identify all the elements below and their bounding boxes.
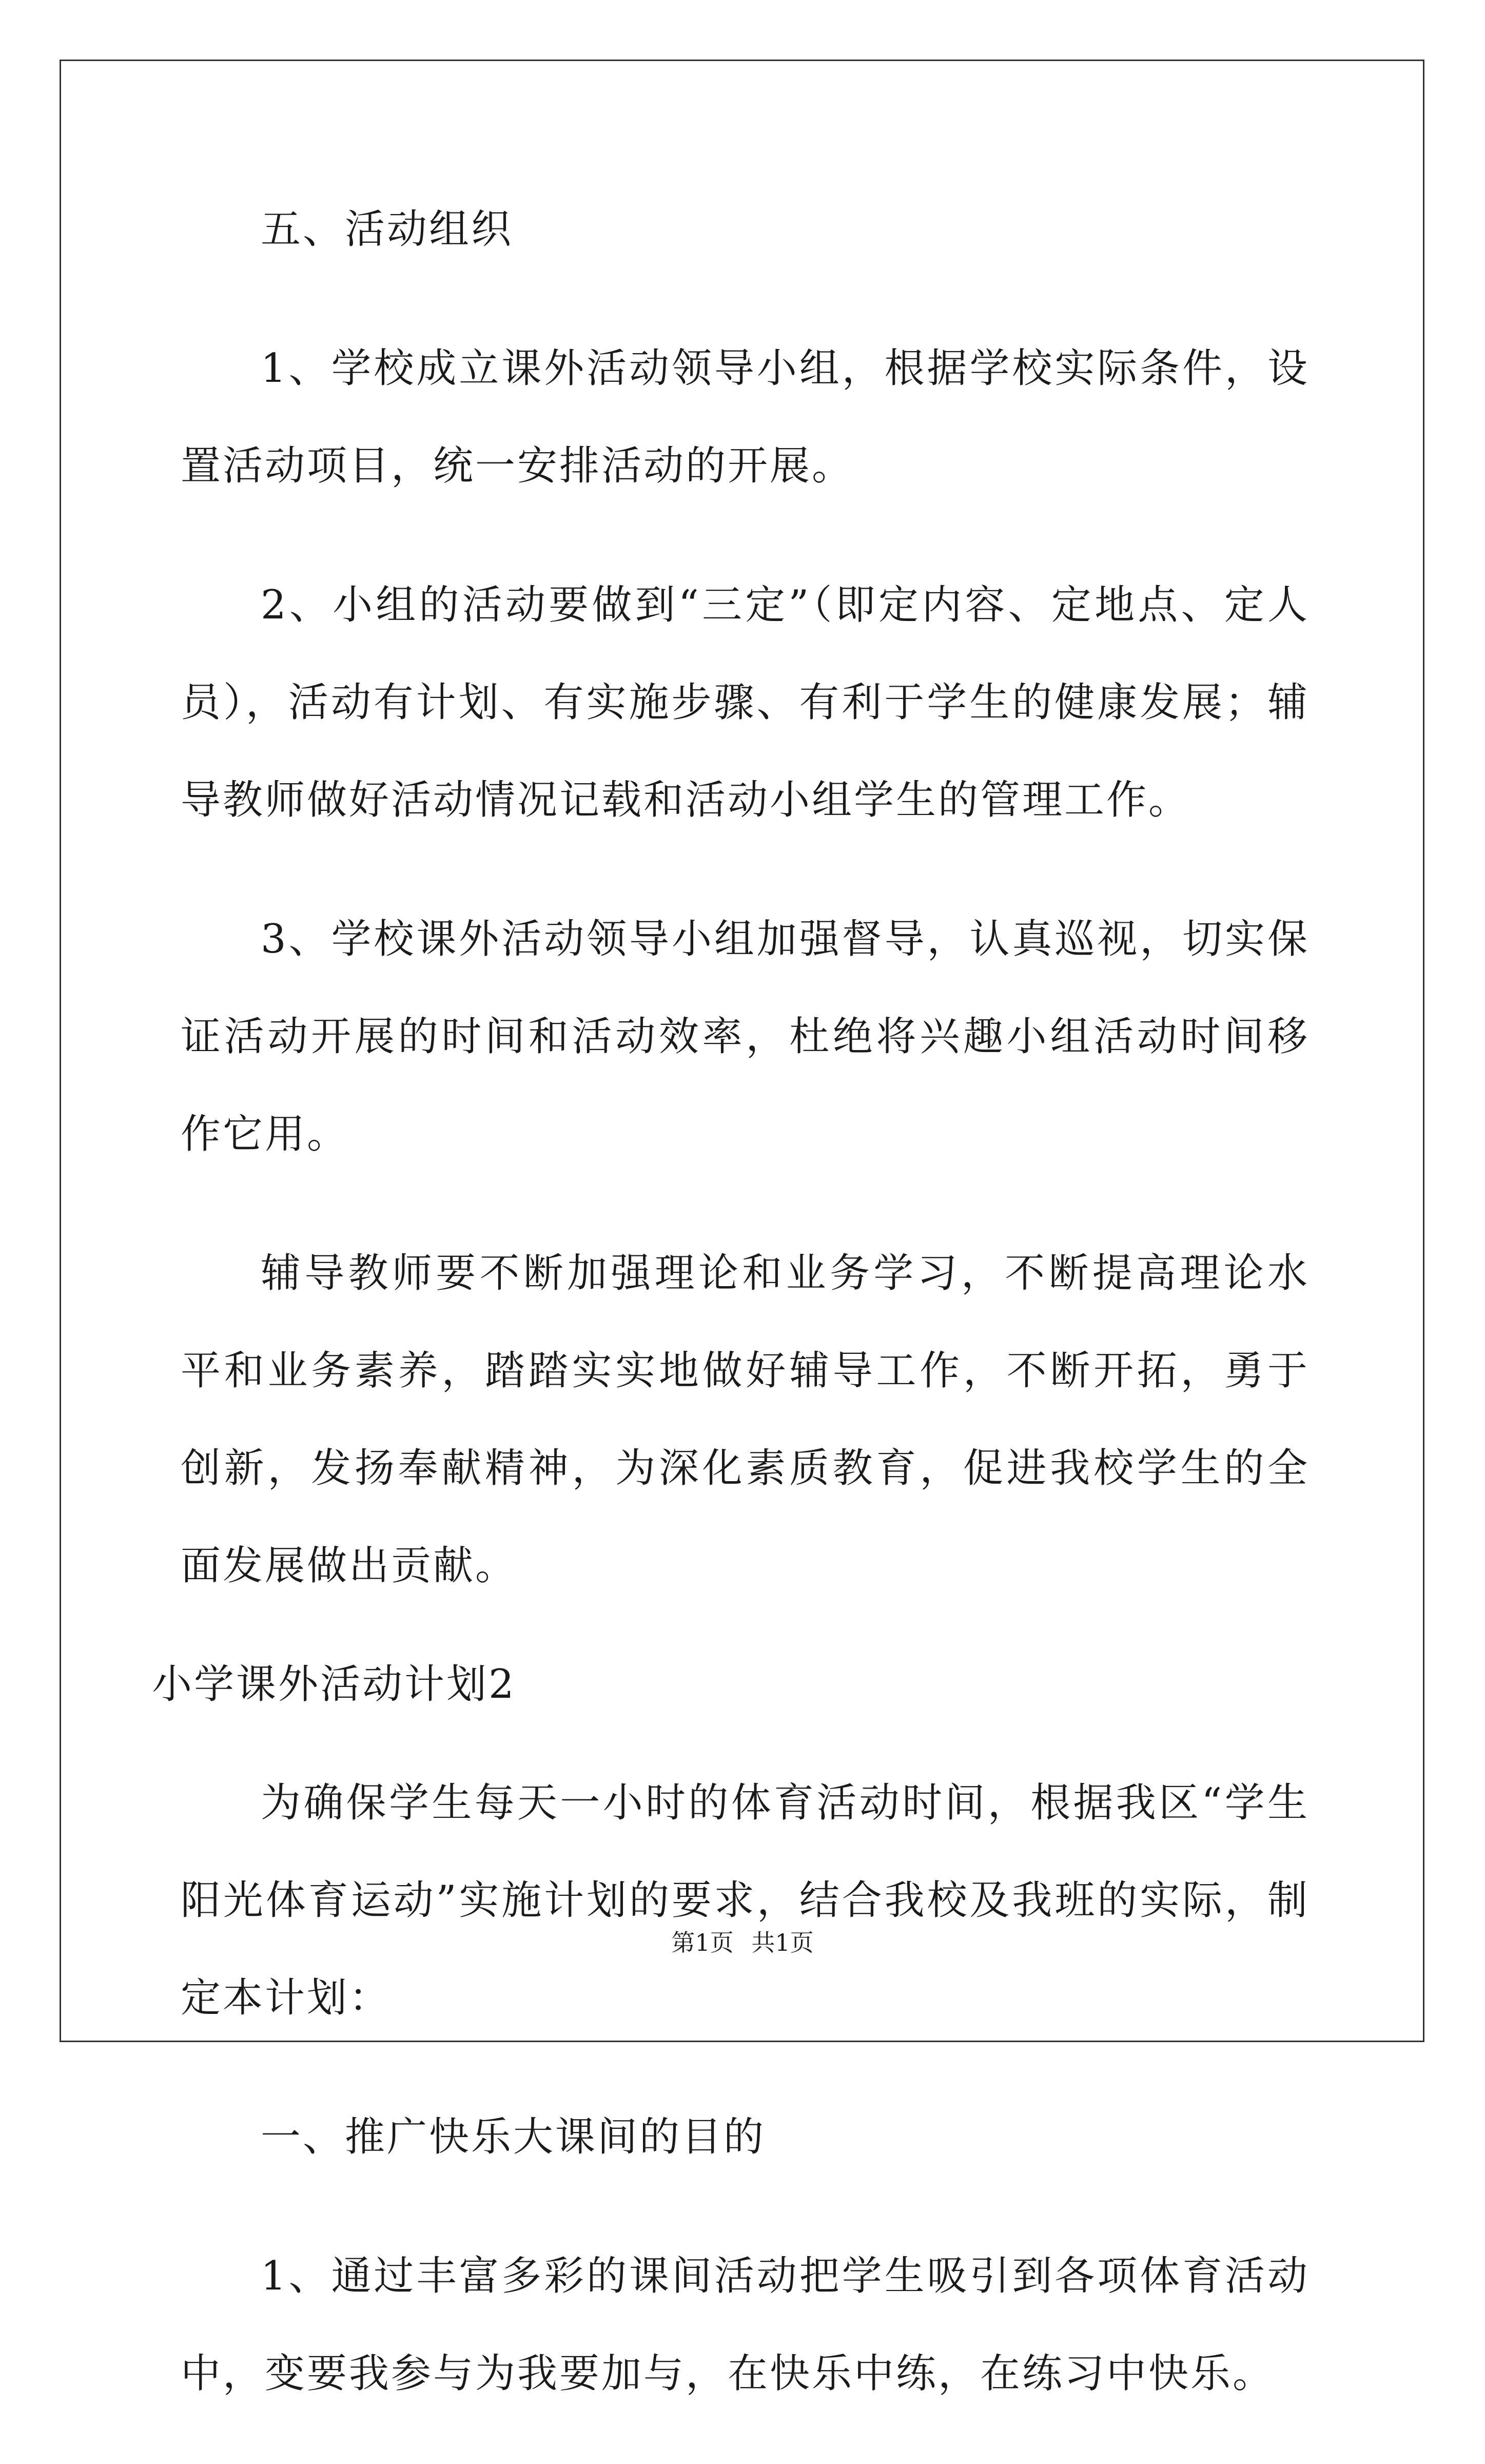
paragraph-2: 2、小组的活动要做到“三定”（即定内容、定地点、定人员），活动有计划、有实施步骤、有利于学生的健康发展；辅导教师做好活动情况记载和活动小组学生的管理工作。	[181, 582, 1310, 823]
heading-activity-organization: 五、活动组织	[261, 206, 514, 253]
paragraph-4: 辅导教师要不断加强理论和业务学习，不断提高理论水平和业务素养，踏踏实实地做好辅导工作，不断开拓，勇于创新，发扬奉献精神，为深化素质教育，促进我校学生的全面发展做出贡献。	[181, 1250, 1310, 1589]
page-number: 第1页	[671, 1929, 734, 1956]
section-title: 小学课外活动计划2	[152, 1661, 516, 1708]
section-heading-purpose: 一、推广快乐大课间的目的	[261, 2114, 766, 2160]
document-body	[152, 181, 1310, 2464]
page-total: 共1页	[751, 1929, 814, 1956]
section-paragraph-1: 为确保学生每天一小时的体育活动时间，根据我区“学生阳光体育运动”实施计划的要求，结合我校及我班的实际，制定本计划：	[181, 1780, 1310, 2021]
page-footer	[0, 1927, 1485, 1958]
section-paragraph-2: 1、通过丰富多彩的课间活动把学生吸引到各项体育活动中，变要我参与为我要加与，在快乐中练，在练习中快乐。	[181, 2253, 1310, 2397]
paragraph-1: 1、学校成立课外活动领导小组，根据学校实际条件，设置活动项目，统一安排活动的开展。	[181, 345, 1310, 489]
paragraph-3: 3、学校课外活动领导小组加强督导，认真巡视，切实保证活动开展的时间和活动效率，杜绝将兴趣小组活动时间移作它用。	[181, 916, 1310, 1157]
